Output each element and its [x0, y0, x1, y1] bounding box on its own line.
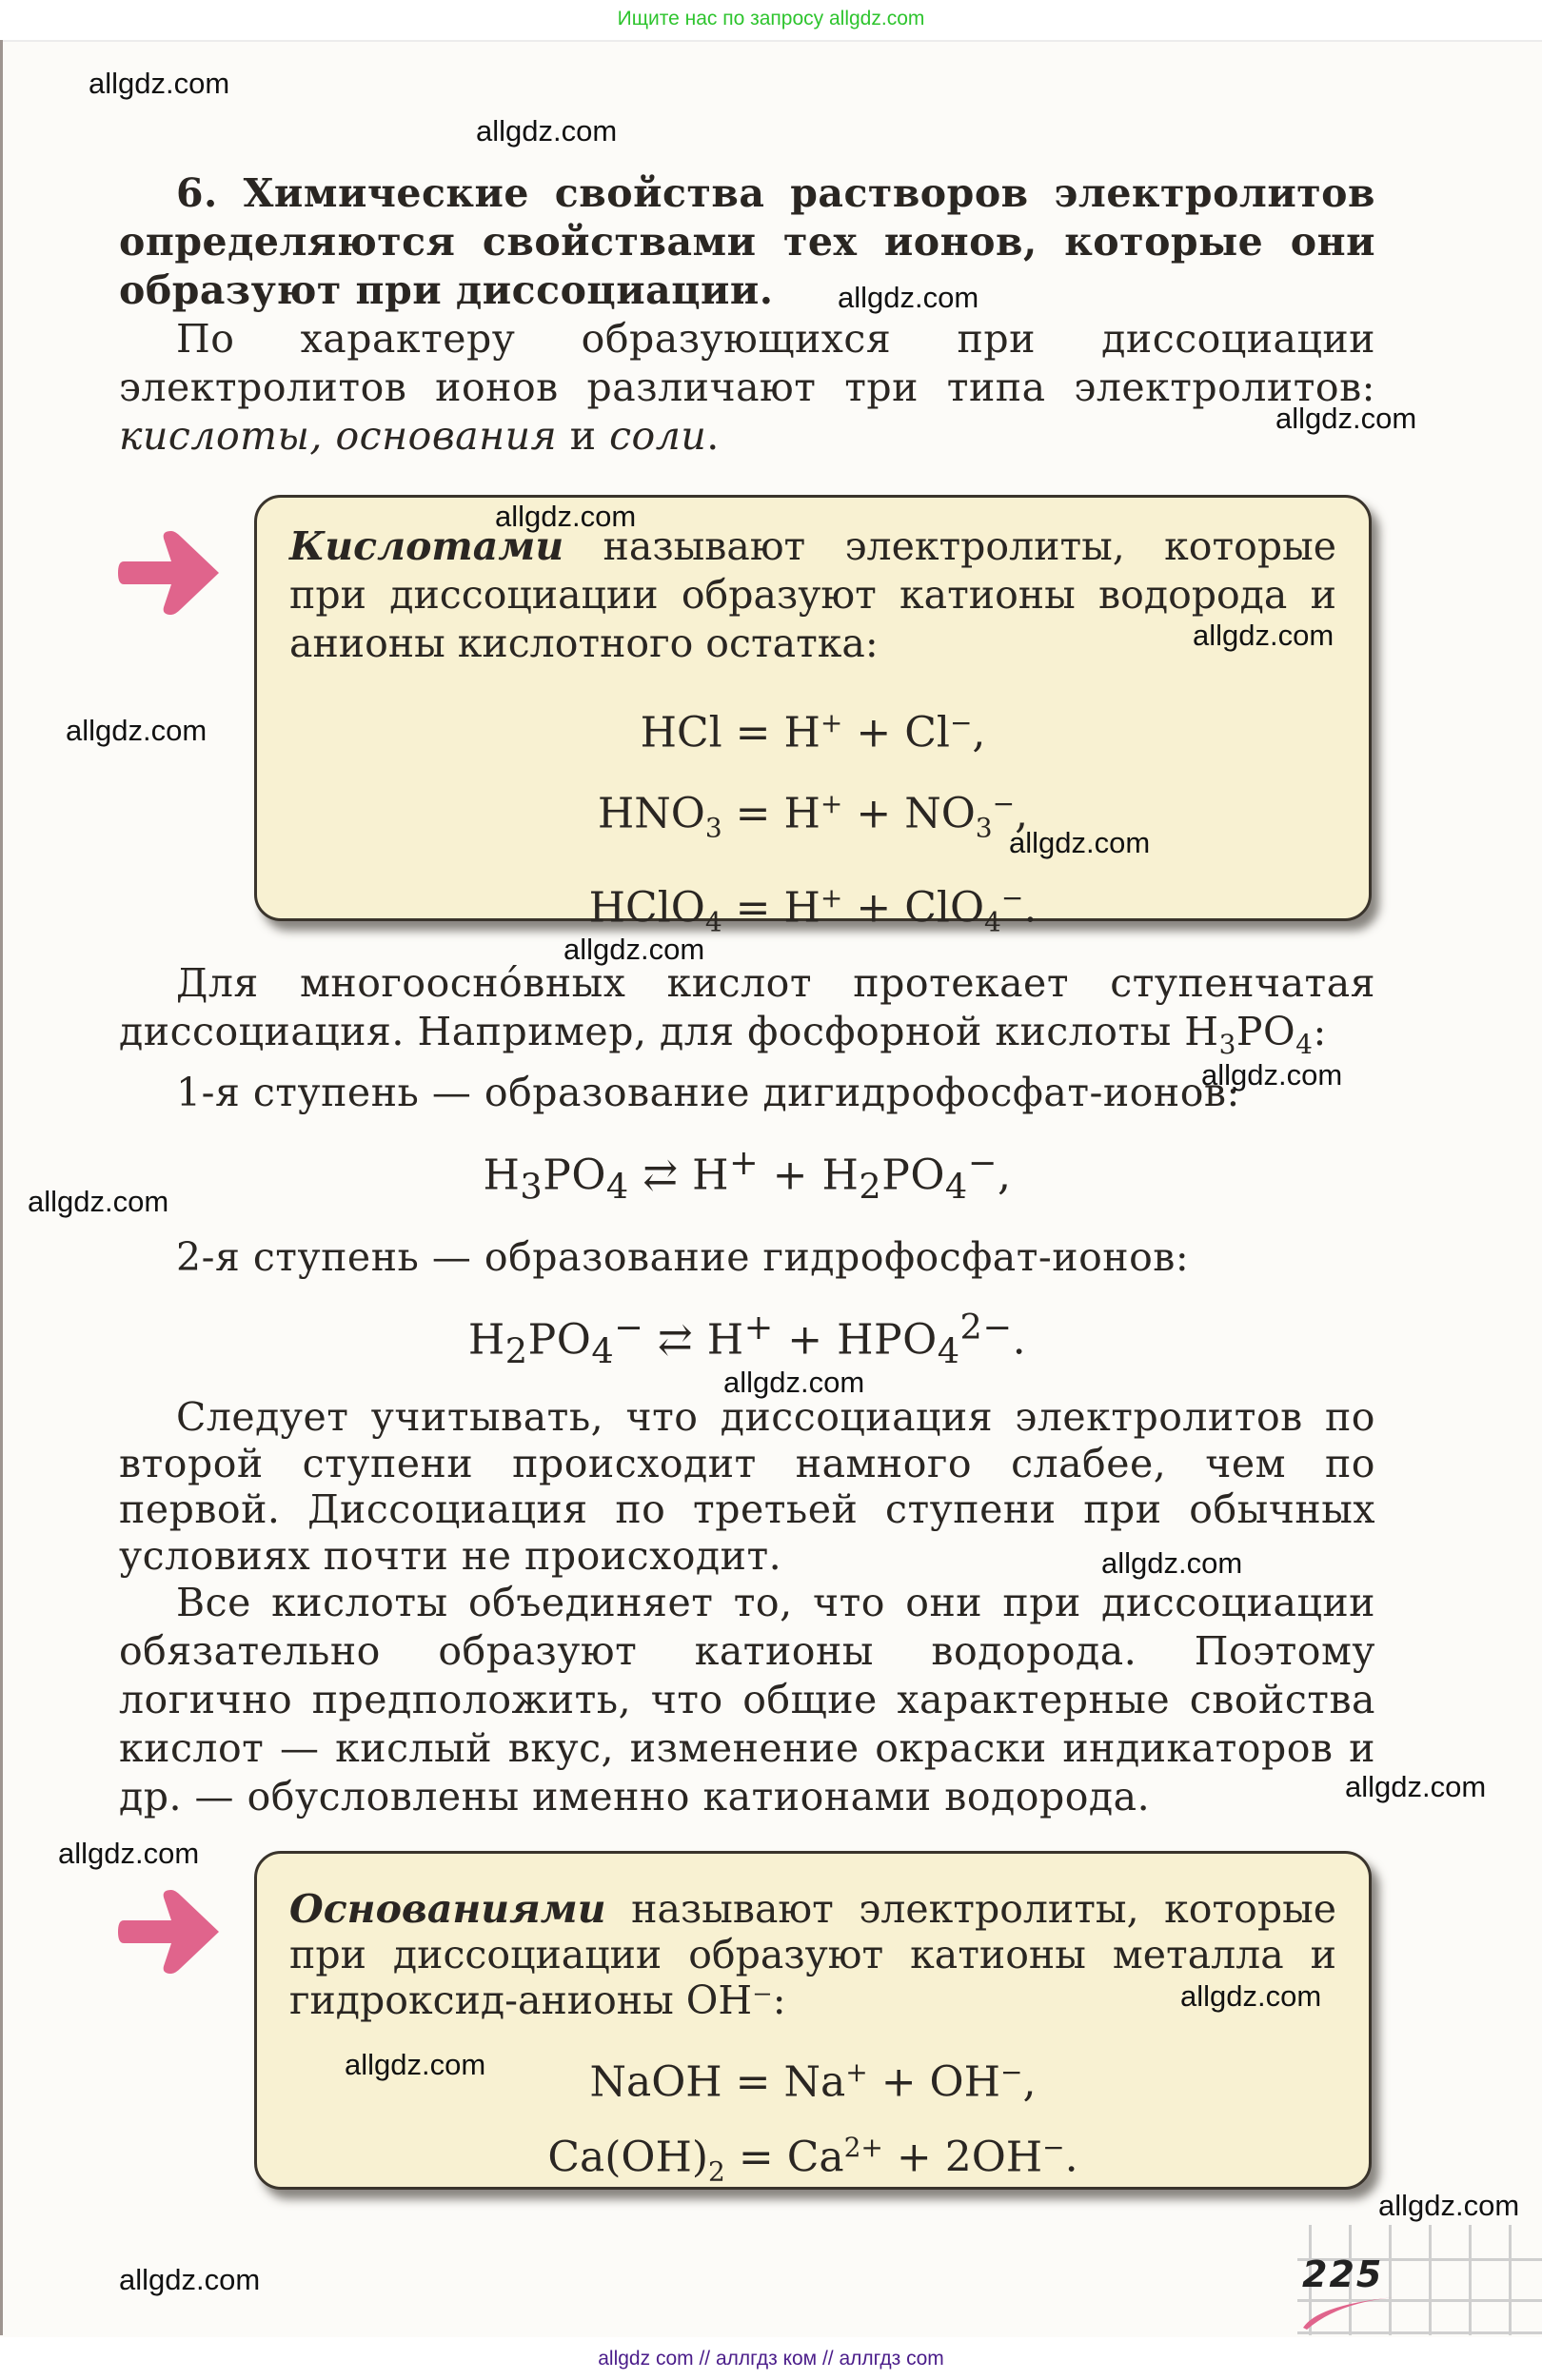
- watermark-text: allgdz.com: [89, 67, 230, 100]
- body-paragraphs: [119, 1394, 1375, 1821]
- equation-hno3: $HNO_3 = H^+ + NO_3^-$,: [597, 787, 1029, 844]
- watermark-text: allgdz.com: [1275, 402, 1417, 435]
- watermark-text: allgdz.com: [119, 2263, 261, 2296]
- watermark-text: allgdz.com: [495, 500, 637, 533]
- step2-label: 2-я ступень — образование гидрофосфат-ионов:: [176, 1233, 1190, 1280]
- section-heading: 6. Химические свойства растворов электролитов определяются свойствами тех ионов, которые они образуют при диссоциации.: [119, 170, 1375, 313]
- bases-term: Основаниями: [289, 1886, 606, 1932]
- step2-equation: $H_2PO_4^-$ ⇄ $H^+ + HPO_4^{2-}$.: [467, 1306, 1027, 1372]
- paragraph-acid-properties: Все кислоты объединяет то, что они при диссоциации обязательно образуют катионы водорода. Поэтому логично предположить, что общие характерные свойства кислот — кислый вкус, изменение окраски индикаторов и др. — обусловлены именно катионами водорода.: [119, 1580, 1375, 1819]
- pink-arrow-icon: [116, 525, 226, 620]
- page-edge: [0, 40, 3, 2335]
- acids-equations: [257, 688, 1369, 958]
- watermark-text: allgdz.com: [1180, 1979, 1322, 2013]
- equation-hcl: HCl = H+ + Cl−,: [640, 707, 986, 757]
- polybasic-section: [119, 959, 1375, 1397]
- watermark-text: allgdz.com: [723, 1366, 865, 1399]
- step1-label: 1-я ступень — образование дигидрофосфат-ионов:: [176, 1070, 1240, 1116]
- watermark-text: allgdz.com: [838, 281, 979, 314]
- watermark-text: allgdz.com: [1378, 2189, 1520, 2222]
- watermark-text: allgdz.com: [1009, 826, 1151, 859]
- pink-swoosh-icon: [1299, 2293, 1404, 2331]
- intro-paragraph: По характеру образующихся при диссоциации электролитов ионов различают три типа электролитов: кислоты, основания и соли.: [119, 316, 1375, 459]
- step1-equation: $H_3PO_4$ ⇄ $H^+ + H_2PO_4^-$,: [483, 1142, 1012, 1208]
- polybasic-intro: Для многоосно́вных кислот протекает ступенчатая диссоциация. Например, для фосфорной кислоты $H_3PO_4$:: [119, 960, 1375, 1061]
- watermark-text: allgdz.com: [58, 1837, 200, 1870]
- watermark-text: allgdz.com: [1193, 619, 1334, 652]
- bases-definition-box: [254, 1851, 1372, 2190]
- pink-arrow-icon: [116, 1884, 226, 1979]
- equation-naoh: NaOH = Na+ + OH−,: [589, 2056, 1037, 2107]
- watermark-text: allgdz.com: [345, 2048, 486, 2081]
- watermark-text: allgdz.com: [1201, 1058, 1343, 1092]
- top-banner[interactable]: Ищите нас по запросу allgdz.com: [617, 8, 925, 30]
- watermark-text: allgdz.com: [28, 1185, 169, 1218]
- watermark-text: allgdz.com: [476, 114, 618, 148]
- acids-definition-box: [254, 495, 1372, 938]
- bases-definition: Основаниями называют электролиты, которые при диссоциации образуют катионы металла и гидроксид-анионы OH⁻:: [289, 1886, 1336, 2023]
- page-number: 225: [1302, 2253, 1384, 2295]
- watermark-text: allgdz.com: [66, 714, 208, 747]
- bottom-banner[interactable]: allgdz com // аллгдз ком // аллгдз com: [598, 2348, 944, 2370]
- watermark-text: allgdz.com: [563, 933, 705, 966]
- watermark-text: allgdz.com: [1101, 1546, 1243, 1580]
- paragraph-dissociation-steps: Следует учитывать, что диссоциация электролитов по второй ступени происходит намного слабее, чем по первой. Диссоциация по третьей ступени при обычных условиях почти не происходит.: [119, 1394, 1375, 1579]
- section-intro: [119, 169, 1375, 461]
- equation-hclo4: HClO$_4$ = H+ + ClO$_4$−.: [588, 882, 1038, 938]
- equation-caoh2: $Ca(OH)_2 = Ca^{2+} + 2OH^-$.: [547, 2131, 1078, 2188]
- acids-definition: Кислотами называют электролиты, которые при диссоциации образуют катионы водорода и анионы кислотного остатка:: [289, 523, 1336, 666]
- watermark-text: allgdz.com: [1345, 1770, 1487, 1803]
- acids-term: Кислотами: [289, 523, 564, 569]
